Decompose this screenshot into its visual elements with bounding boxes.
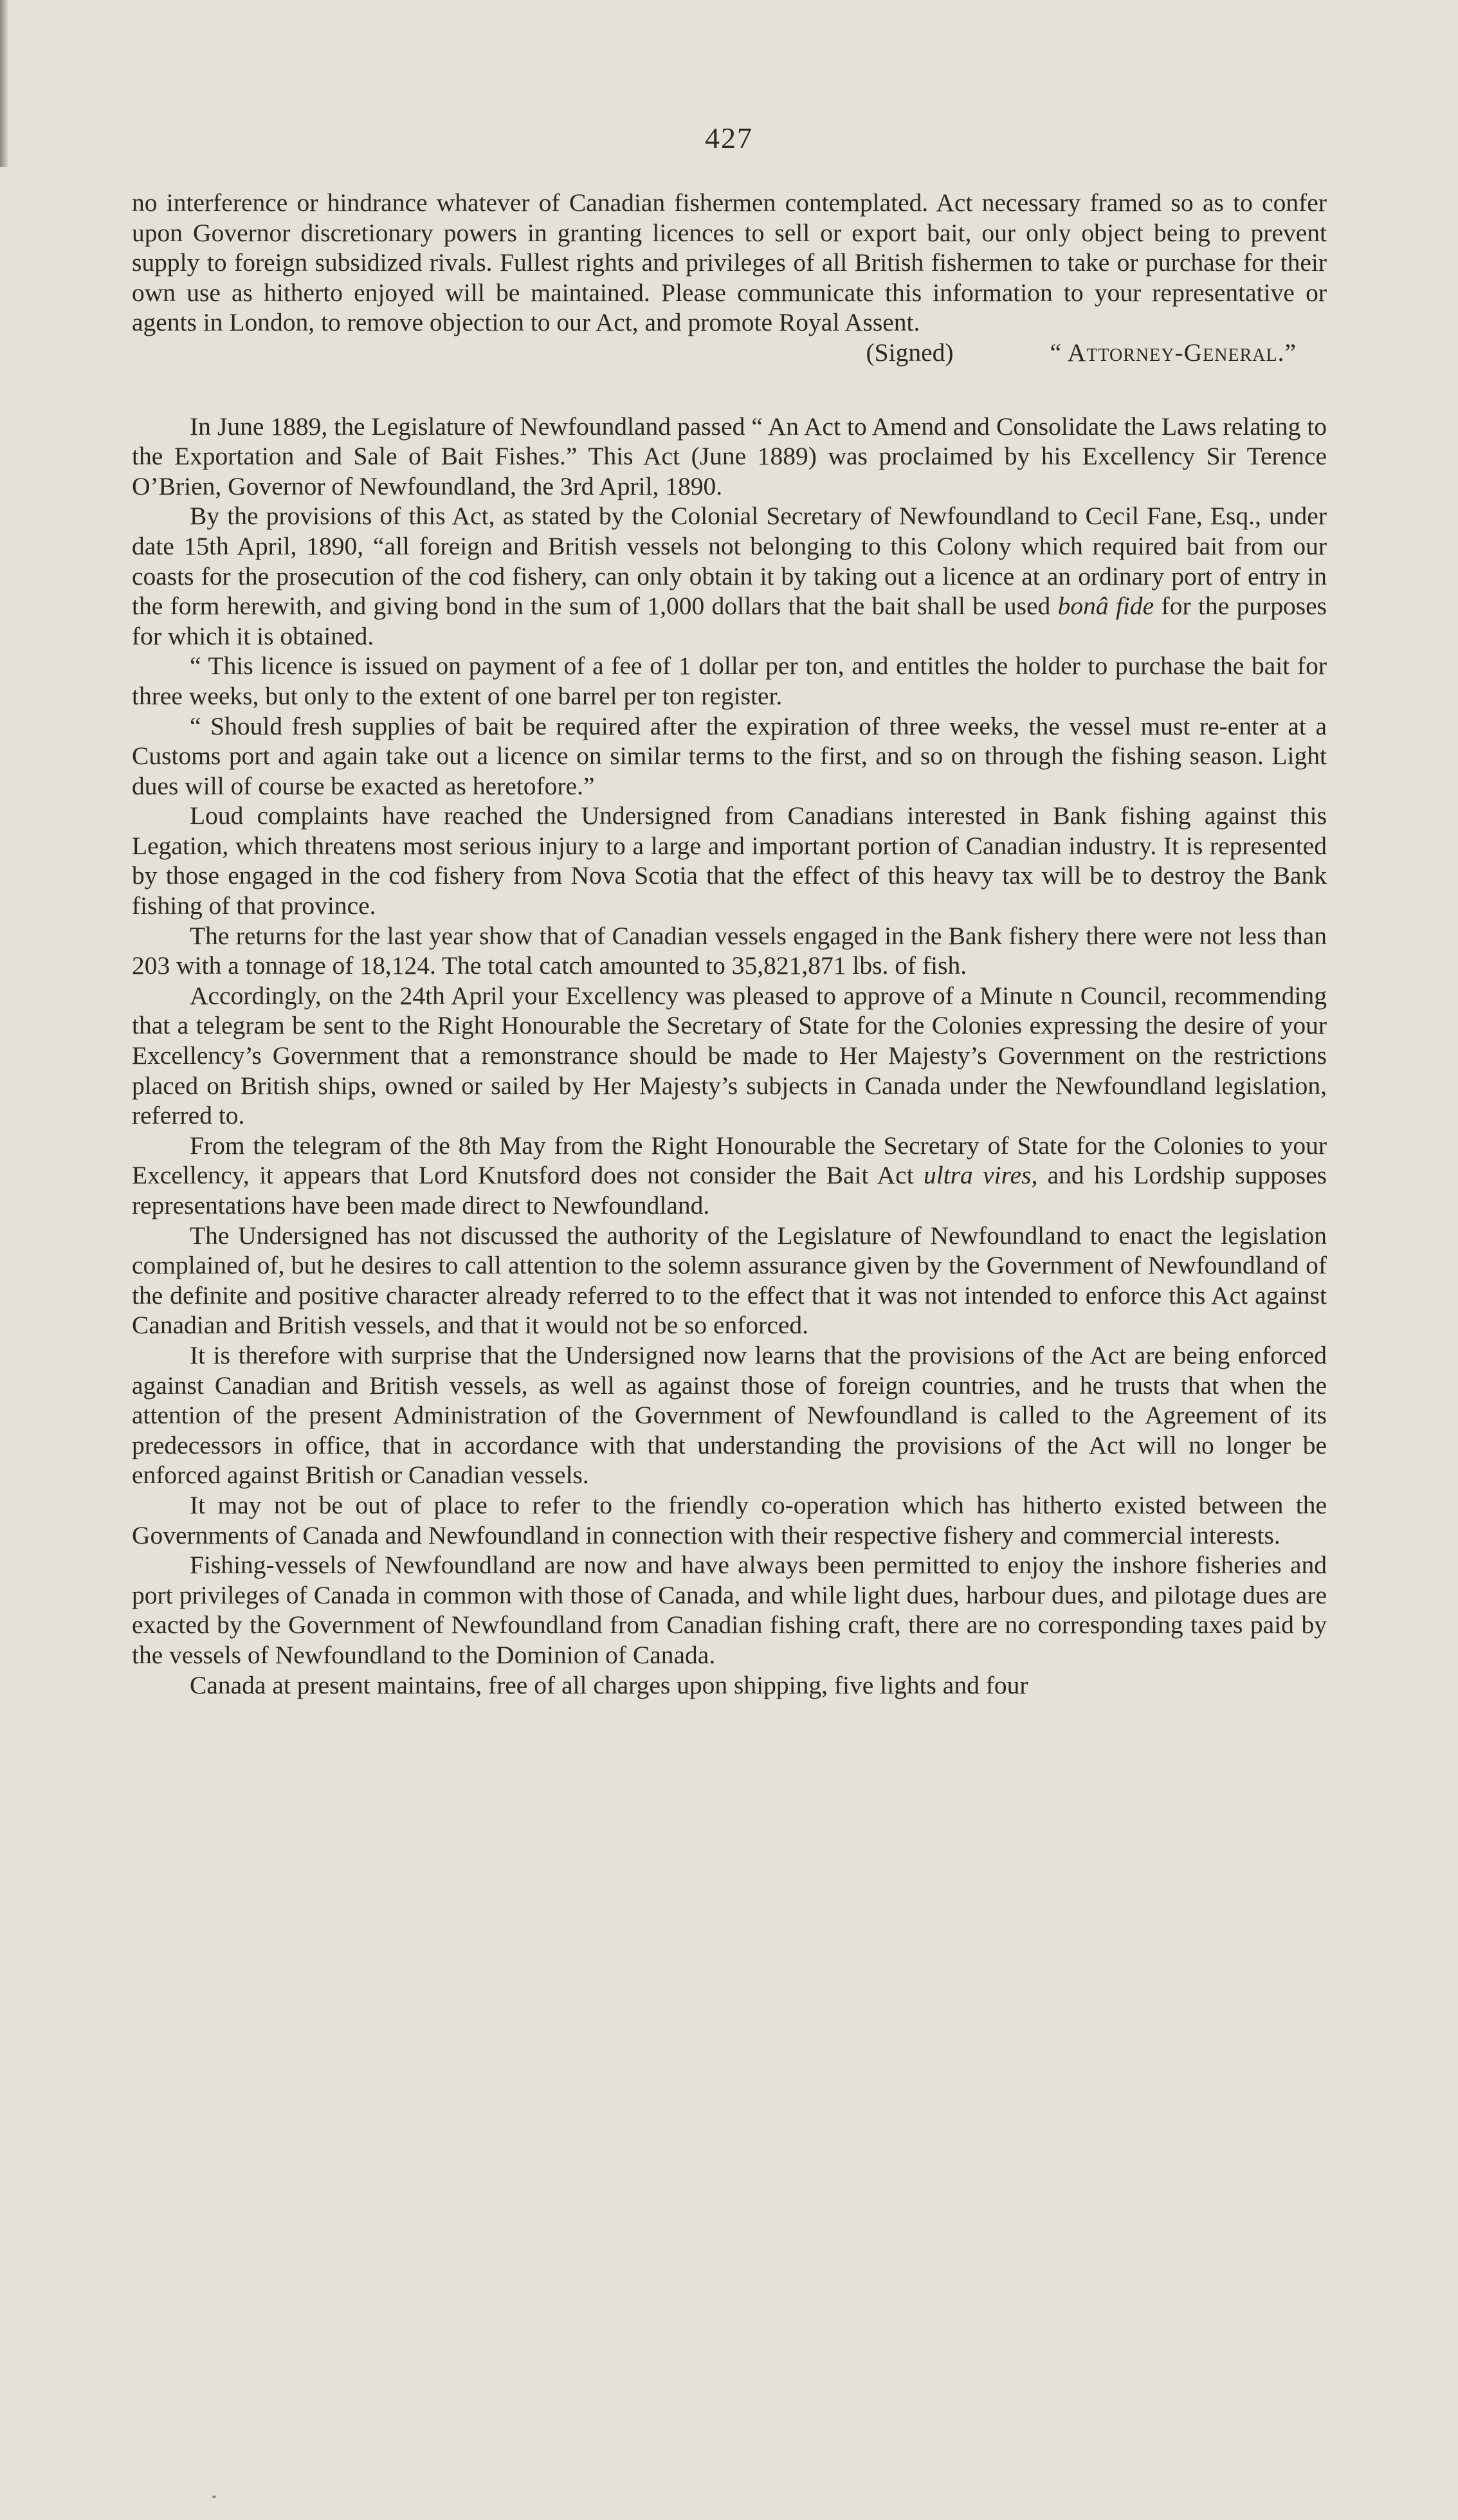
paragraph-minute-council: Accordingly, on the 24th April your Excellency was pleased to approve of a Minute n Council, recommending that a telegram be sent to the Right Honourable the Secretary of State for the Colonies expressing the desire of your Excellency’s Government that a remonstrance should be made to Her Majesty’s Government on the restrictions placed on British ships, owned or sailed by Her Majesty’s subjects in Canada under the Newfoundland legislation, referred to. bbox=[132, 981, 1327, 1130]
paragraph-provisions bbox=[132, 501, 1327, 651]
page-number: 427 bbox=[705, 122, 753, 154]
page-speck bbox=[212, 2496, 216, 2498]
paragraph-licence-fee: “ This licence is issued on payment of a fee of 1 dollar per ton, and entitles the holder to purchase the bait for three weeks, but only to the extent of one barrel per ton register. bbox=[132, 652, 1327, 710]
paragraph-complaints: Loud complaints have reached the Undersigned from Canadians interested in Bank fishing against this Legation, which threatens most serious injury to a large and important portion of Canadian industry. It is represented by those engaged in the cod fishery from Nova Scotia that the effect of this heavy tax will be to destroy the Bank fishing of that province. bbox=[132, 801, 1327, 920]
paragraph-authority: The Undersigned has not discussed the authority of the Legislature of Newfoundland to enact the legislation complained of, but he desires to call attention to the solemn assurance given by the Government of Newfoundland of the definite and positive character already referred to to the effect that it was not intended to enforce this Act against Canadian and British vessels, and that it would not be so enforced. bbox=[132, 1221, 1327, 1340]
paragraph-act-1889: In June 1889, the Legislature of Newfoundland passed “ An Act to Amend and Consolidate the Laws relating to the Exportation and Sale of Bait Fishes.” This Act (June 1889) was proclaimed by his Excellency Sir Terence O’Brien, Governor of Newfoundland, the 3rd April, 1890. bbox=[132, 412, 1327, 500]
paragraph-canada-lights: Canada at present maintains, free of all charges upon shipping, five lights and four bbox=[190, 1670, 1028, 1699]
provisions-italic: bonâ fide bbox=[1057, 592, 1154, 621]
signed-label: (Signed) bbox=[866, 338, 954, 367]
telegram-text: From the telegram of the 8th May from the Right Honourable the Secretary of State for the Colonies to your Excellency, it appears that Lord Knutsford does not consider the Bait Act bbox=[132, 1131, 1327, 1190]
document-body bbox=[132, 188, 1327, 1700]
paragraph-telegram bbox=[132, 1131, 1327, 1221]
paragraph-fishing-vessels: Fishing-vessels of Newfoundland are now and have always been permitted to enjoy the inshore fisheries and port privileges of Canada in common with those of Canada, and while light dues, harbour dues, and pilotage dues are exacted by the Government of Newfoundland from Canadian fishing craft, there are no corresponding taxes paid by the vessels of Newfoundland to the Dominion of Canada. bbox=[132, 1551, 1327, 1669]
telegram-text-end: and his Lordship supposes representations have been made direct to Newfoundland. bbox=[132, 1161, 1327, 1219]
signatory-name: “ Attorney-General.” bbox=[1050, 338, 1297, 367]
paragraph-fresh-supplies: “ Should fresh supplies of bait be required after the expiration of three weeks, the vessel must re-enter at a Customs port and again take out a licence on similar terms to the first, and so on through the fishing season. Light dues will of course be exacted as heretofore.” bbox=[132, 711, 1327, 800]
signature-line bbox=[132, 338, 1327, 368]
provisions-text: By the provisions of this Act, as stated by the Colonial Secretary of Newfoundland to Cecil Fane, Esq., under date 15th April, 1890, “all foreign and British vessels not belonging to this Colony which required bait from our coasts for the prosecution of the cod fishery, can only obtain it by taking out a licence at an ordinary port of entry in the form herewith, and giving bond in the sum of 1,000 dollars that the bait shall be used bbox=[132, 502, 1327, 621]
provisions-text-end: for the purposes for which it is obtained. bbox=[132, 592, 1327, 650]
paragraph-surprise: It is therefore with surprise that the Undersigned now learns that the provisions of the Act are being enforced against Canadian and British vessels, as well as against those of foreign countries, and he trusts that when the attention of the present Administration of the Government of Newfoundland is called to the Agreement of its predecessors in office, that in accordance with that understanding the provisions of the Act will no longer be enforced against British or Canadian vessels. bbox=[132, 1340, 1327, 1490]
paragraph-cooperation: It may not be out of place to refer to the friendly co-operation which has hitherto existed between the Governments of Canada and Newfoundland in connection with their respective fishery and commercial interests. bbox=[132, 1490, 1327, 1549]
opening-paragraph: no interference or hindrance whatever of Canadian fishermen contemplated. Act necessary framed so as to confer upon Governor discretionary powers in granting licences to sell or export bait, our only object being to prevent supply to foreign subsidized rivals. Fullest rights and privileges of all British fishermen to take or purchase for their own use as hitherto enjoyed will be maintained. Please communicate this information to your representative or agents in London, to remove objection to our Act, and promote Royal Assent. bbox=[132, 188, 1327, 337]
telegram-italic: ultra vires, bbox=[923, 1161, 1038, 1190]
paragraph-returns: The returns for the last year show that of Canadian vessels engaged in the Bank fishery there were not less than 203 with a tonnage of 18,124. The total catch amounted to 35,821,871 lbs. of fish. bbox=[132, 921, 1327, 980]
